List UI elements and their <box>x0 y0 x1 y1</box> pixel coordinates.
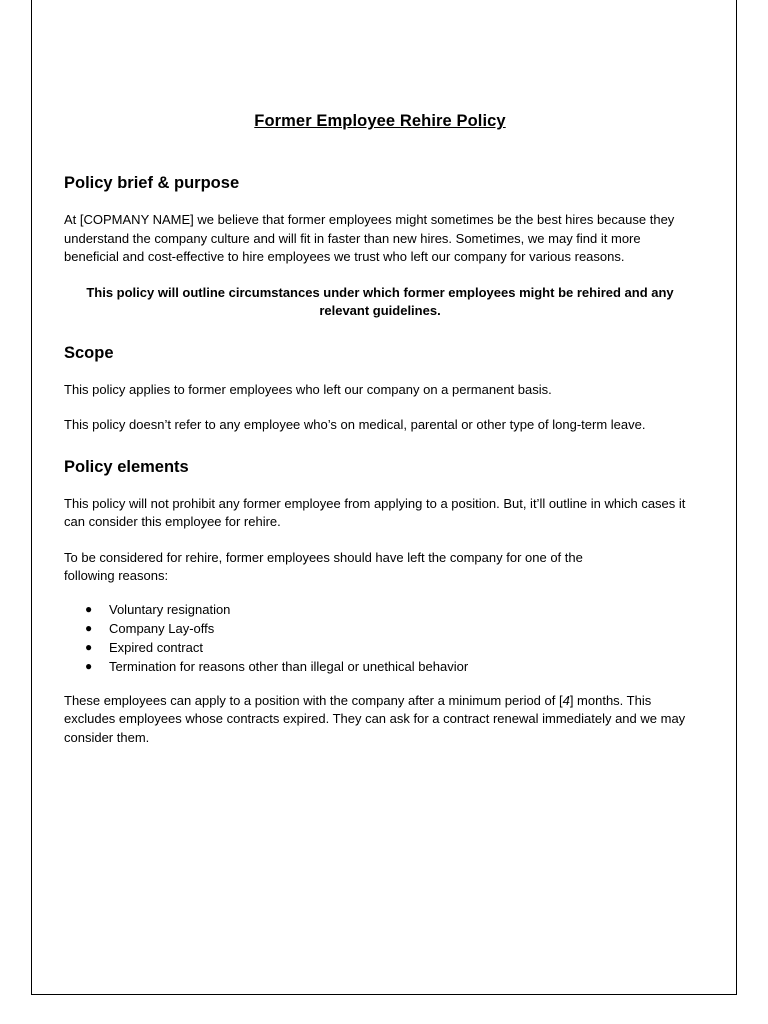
document-content <box>64 112 696 764</box>
bullet-icon: ● <box>85 620 93 635</box>
section-scope <box>64 344 696 435</box>
list-item <box>64 619 696 638</box>
document-title: Former Employee Rehire Policy <box>254 112 506 130</box>
paragraph-elements-1: This policy will not prohibit any former employee from applying to a position. But, it’ll outline in which cases it can consider this employee for rehire. <box>64 495 686 529</box>
bullet-icon: ● <box>85 639 93 654</box>
paragraph-policy-brief: At [COPMANY NAME] we believe that former employees might sometimes be the best hires because they understand the company culture and will fit in faster than new hires. Sometimes, we may find it more beneficial and cost-effective to hire employees we trust who left our company for various reasons. <box>64 212 675 264</box>
list-item-label: Termination for reasons other than illegal or unethical behavior <box>109 658 469 674</box>
document-page <box>31 0 737 995</box>
closing-text-after: ] months. This excludes employees whose contracts expired. They can ask for a contract renewal immediately and we may consider them. <box>64 692 686 745</box>
paragraph-scope-1: This policy applies to former employees who left our company on a permanent basis. <box>64 381 552 397</box>
list-item <box>64 657 696 676</box>
rehire-reasons-list <box>64 600 696 676</box>
list-item <box>64 638 696 657</box>
list-item <box>64 600 696 619</box>
list-item-label: Expired contract <box>109 639 203 655</box>
section-heading-scope: Scope <box>64 343 114 362</box>
section-policy-elements <box>64 458 696 748</box>
closing-text-before: These employees can apply to a position with the company after a minimum period of [ <box>64 692 563 708</box>
paragraph-elements-closing <box>64 692 696 748</box>
policy-purpose-statement: This policy will outline circumstances under which former employees might be rehired and any relevant guidelines. <box>86 284 674 318</box>
paragraph-scope-2: This policy doesn’t refer to any employee who’s on medical, parental or other type of long-term leave. <box>64 417 646 432</box>
paragraph-elements-2: To be considered for rehire, former employees should have left the company for one of the following reasons: <box>64 549 583 583</box>
bullet-icon: ● <box>85 658 93 673</box>
section-heading-policy-brief: Policy brief & purpose <box>64 174 240 192</box>
section-heading-policy-elements: Policy elements <box>64 457 189 476</box>
list-item-label: Voluntary resignation <box>109 601 231 617</box>
section-policy-brief <box>64 174 696 321</box>
list-item-label: Company Lay-offs <box>109 620 215 636</box>
bullet-icon: ● <box>85 601 93 616</box>
minimum-months-value: 4 <box>562 692 570 708</box>
